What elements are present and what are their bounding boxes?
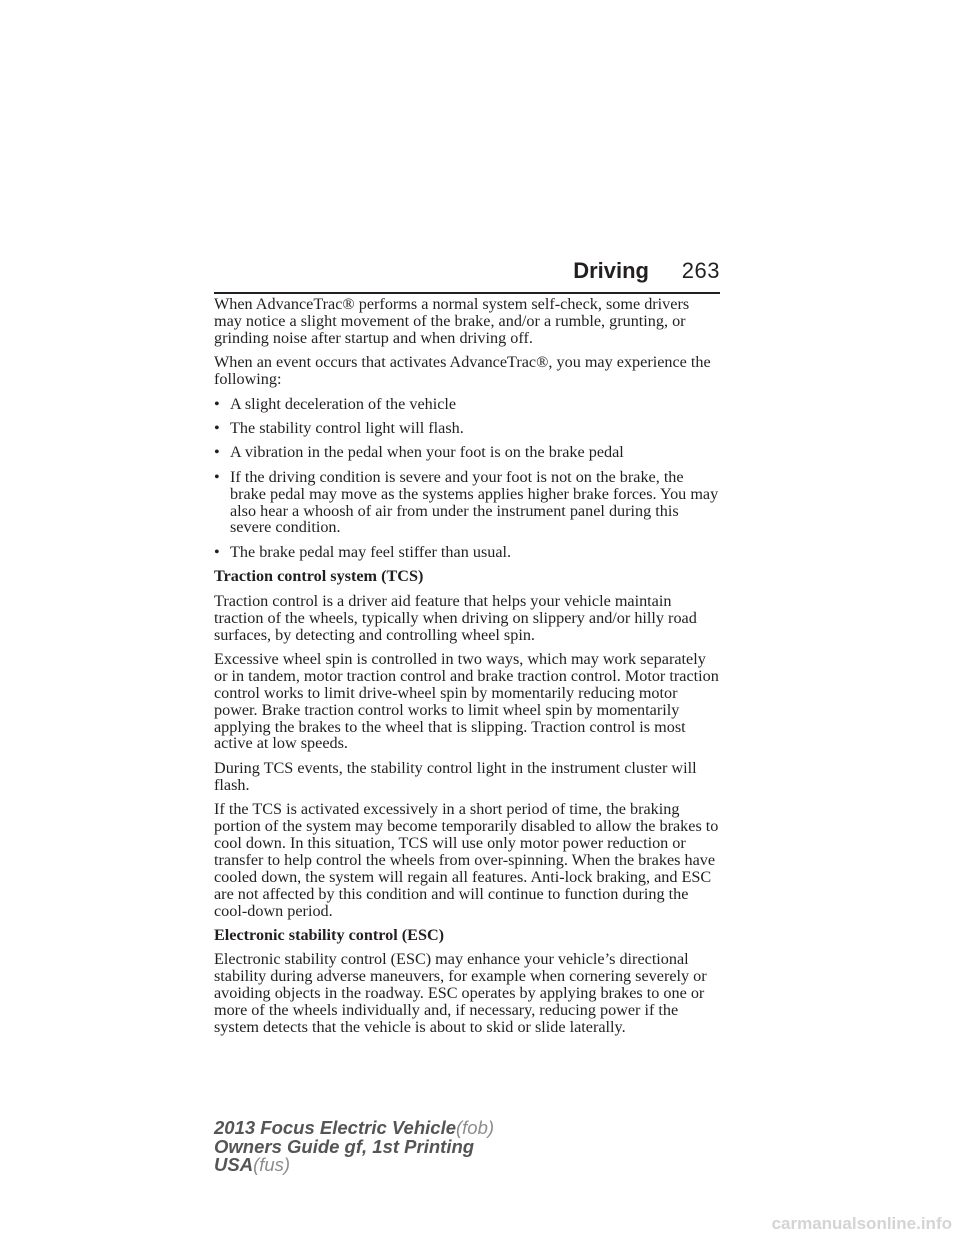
list-item <box>214 544 720 561</box>
site-watermark: carmanualsonline.info <box>771 1214 952 1233</box>
paragraph-tcs-excessive: If the TCS is activated excessively in a short period of time, the braking portion of the system may become temporarily disabled to allow the brakes to cool down. In this situation, TCS will use only motor power reduction or transfer to help control the wheels from over-spinning. When the brakes have cooled down, the system will regain all features. Anti-lock braking, and ESC are not affected by this condition and will continue to function during the cool-down period. <box>214 800 719 920</box>
list-item <box>214 420 720 437</box>
list-item <box>214 444 720 461</box>
bullet-icon: • <box>214 394 220 413</box>
list-item <box>214 396 720 413</box>
paragraph-event-intro: When an event occurs that activates AdvanceTrac®, you may experience the following: <box>214 353 711 389</box>
footer-line-vehicle: 2013 Focus Electric Vehicle(fob) <box>214 1117 495 1138</box>
section-title: Driving <box>573 258 649 283</box>
page-number: 263 <box>681 258 720 283</box>
page-body <box>214 296 720 1043</box>
paragraph-wheel-spin: Excessive wheel spin is controlled in two ways, which may work separately or in tandem, motor traction control and brake traction control. Motor traction control works to limit drive-wheel spin by momentarily reducing motor power. Brake traction control works to limit wheel spin by momentarily applying the brakes to the wheel that is slipping. Traction control is most active at low speeds. <box>214 649 719 753</box>
list-item-text: The stability control light will flash. <box>230 418 464 437</box>
list-item <box>214 469 720 537</box>
bullet-icon: • <box>214 467 220 486</box>
print-footer <box>214 1119 494 1175</box>
page-header <box>214 258 720 292</box>
footer-line-guide: Owners Guide gf, 1st Printing <box>214 1135 475 1157</box>
paragraph-self-check: When AdvanceTrac® performs a normal system self-check, some drivers may notice a slight movement of the brake, and/or a rumble, grunting, or grinding noise after startup and when driving off. <box>214 295 690 347</box>
bullet-icon: • <box>214 418 220 437</box>
paragraph-tcs-events: During TCS events, the stability control light in the instrument cluster will flash. <box>214 758 697 794</box>
bullet-icon: • <box>214 542 220 561</box>
heading-esc: Electronic stability control (ESC) <box>214 926 445 944</box>
list-item-text: A slight deceleration of the vehicle <box>230 394 457 413</box>
heading-tcs: Traction control system (TCS) <box>214 567 424 586</box>
paragraph-tcs-intro: Traction control is a driver aid feature that helps your vehicle maintain traction of the wheels, typically when driving on slippery and/or hilly road surfaces, by detecting and controlling wheel spin. <box>214 591 697 644</box>
header-rule <box>214 292 720 294</box>
paragraph-esc: Electronic stability control (ESC) may enhance your vehicle’s directional stability during adverse maneuvers, for example when cornering severely or avoiding objects in the roadway. ESC operates by applying brakes to one or more of the wheels individually and, if necessary, reducing power if the system detects that the vehicle is about to skid or slide laterally. <box>214 950 707 1037</box>
footer-line-region: USA(fus) <box>214 1154 291 1175</box>
bullet-icon: • <box>214 443 220 462</box>
list-item-text: If the driving condition is severe and your foot is not on the brake, the brake pedal may move as the systems applies higher brake forces. You may also hear a whoosh of air from under the instrument panel during this severe condition. <box>230 467 719 537</box>
experience-list <box>214 396 720 561</box>
list-item-text: A vibration in the pedal when your foot is on the brake pedal <box>230 443 624 462</box>
list-item-text: The brake pedal may feel stiffer than usual. <box>230 542 512 561</box>
